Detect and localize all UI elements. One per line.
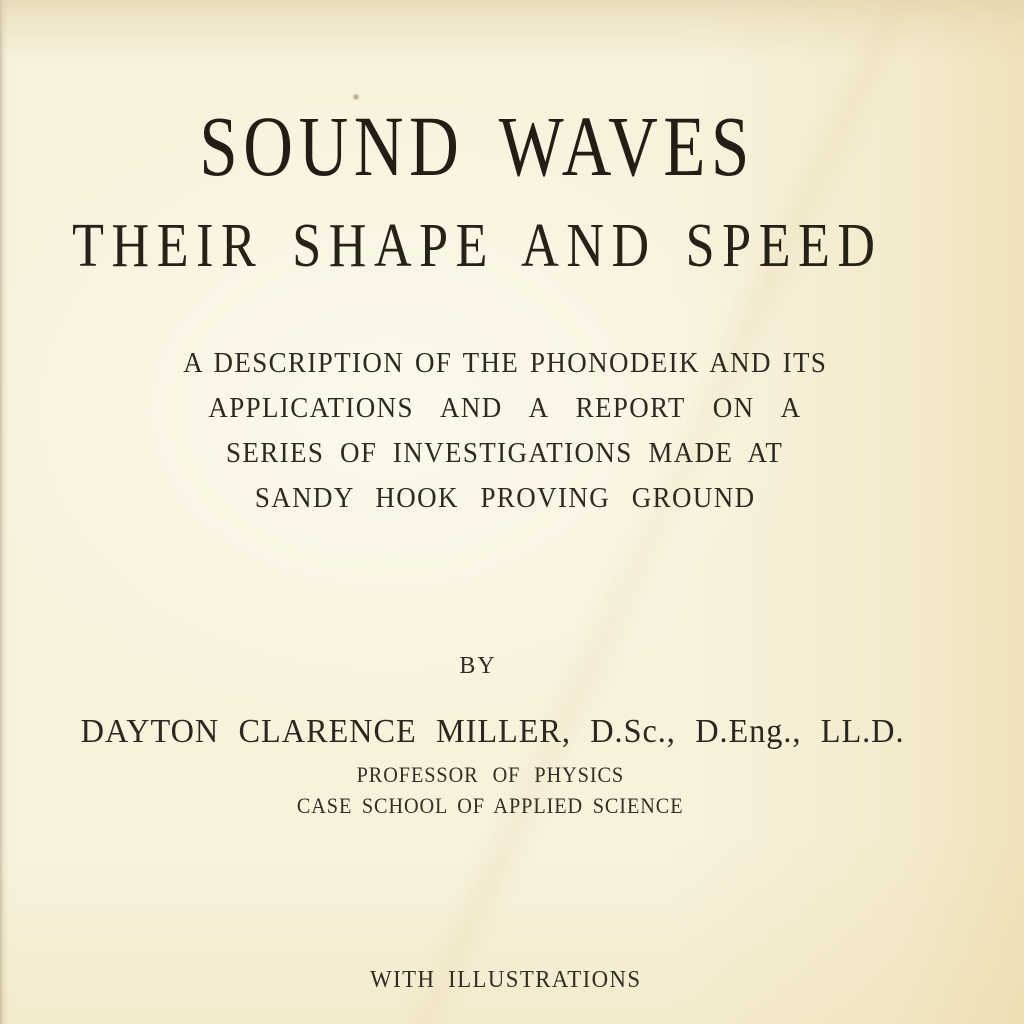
book-subtitle [0,211,989,282]
author-affiliation [0,793,1002,819]
book-subtitle-text: THEIR SHAPE AND SPEED [71,212,883,280]
description-line-text: SERIES OF INVESTIGATIONS MADE AT [226,437,784,469]
description-line [0,431,1017,476]
illustrations-note-text: WITH ILLUSTRATIONS [370,967,642,993]
description-line-text: SANDY HOOK PROVING GROUND [254,482,756,514]
author-title-text: PROFESSOR OF PHYSICS [356,762,624,787]
description-line [0,476,1017,521]
byline-label-text: BY [459,653,497,679]
book-description [0,341,1017,521]
illustrations-note [0,967,1018,994]
author-name-text: DAYTON CLARENCE MILLER, D.Sc., D.Eng., LL.D. [81,713,905,750]
description-line-text: APPLICATIONS AND A REPORT ON A [208,392,802,424]
byline-label [0,653,990,680]
book-title-text: SOUND WAVES [199,98,755,194]
author-affiliation-text: CASE SCHOOL OF APPLIED SCIENCE [296,793,684,818]
author-name [0,713,1024,751]
description-line-text: A DESCRIPTION OF THE PHONODEIK AND ITS [182,347,828,379]
description-line [0,386,1017,431]
book-title [0,96,989,196]
description-line [0,341,1017,386]
author-title [0,762,1002,788]
